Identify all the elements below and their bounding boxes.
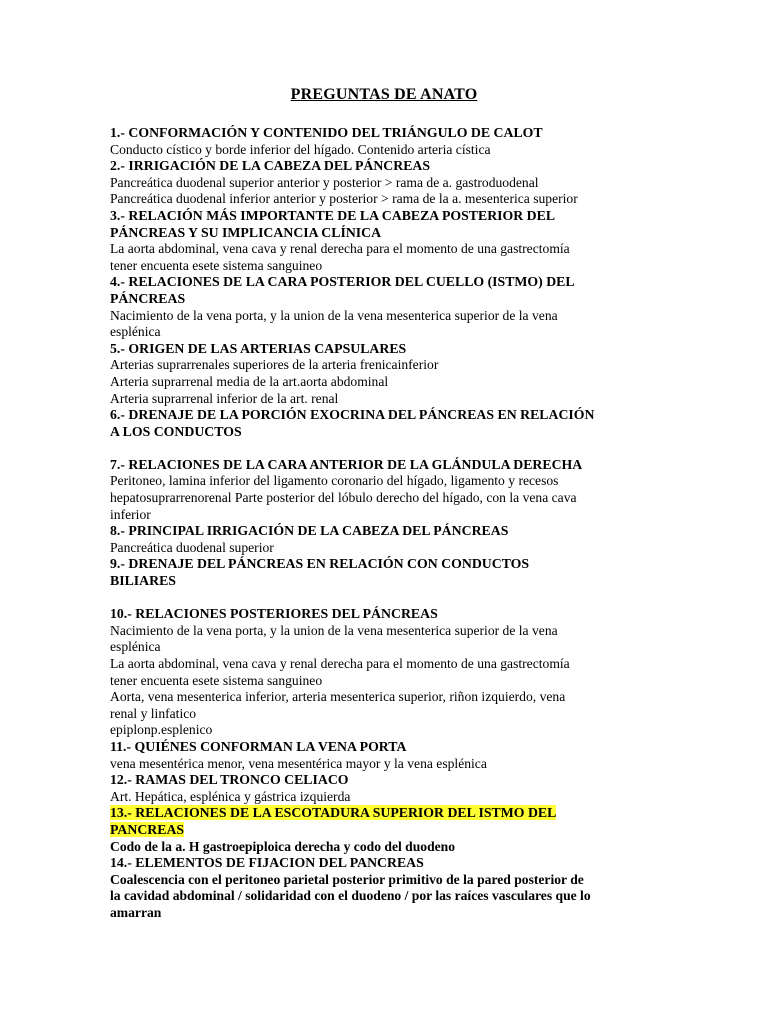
- question-text: 9.- DRENAJE DEL PÁNCREAS EN RELACIÓN CON CONDUCTOS: [110, 556, 530, 572]
- answer-line: [110, 308, 670, 325]
- answer-line-bold: [110, 872, 670, 889]
- answer-line: [110, 623, 670, 640]
- answer-text: hepatosuprarrenorenal Parte posterior del lóbulo derecho del hígado, con la vena cava: [110, 490, 577, 506]
- question-text: 1.- CONFORMACIÓN Y CONTENIDO DEL TRIÁNGULO DE CALOT: [110, 125, 543, 140]
- answer-line: [110, 191, 670, 208]
- answer-text: Art. Hepática, esplénica y gástrica izquierda: [110, 788, 351, 804]
- document-body: [110, 125, 670, 922]
- answer-text: la cavidad abdominal / solidaridad con el duodeno / por las raíces vasculares que lo: [110, 888, 591, 904]
- answer-text: Peritoneo, lamina inferior del ligamento coronario del hígado, ligamento y recesos: [110, 473, 559, 489]
- answer-text: Arteria suprarrenal media de la art.aorta abdominal: [110, 373, 389, 389]
- answer-text: Pancreática duodenal inferior anterior y posterior > rama de la a. mesenterica superior: [110, 191, 578, 207]
- question-text: 10.- RELACIONES POSTERIORES DEL PÁNCREAS: [110, 606, 438, 622]
- answer-text: tener encuenta esete sistema sanguineo: [110, 672, 323, 688]
- answer-text: Coalescencia con el peritoneo parietal posterior primitivo de la pared posterior de: [110, 871, 584, 887]
- answer-text: vena mesentérica menor, vena mesentérica mayor y la vena esplénica: [110, 755, 487, 771]
- question-text: 8.- PRINCIPAL IRRIGACIÓN DE LA CABEZA DEL PÁNCREAS: [110, 523, 509, 539]
- answer-line: [110, 324, 670, 341]
- answer-text: Pancreática duodenal superior anterior y posterior > rama de a. gastroduodenal: [110, 174, 539, 190]
- question-text: PÁNCREAS: [110, 290, 186, 306]
- question-heading: [110, 208, 670, 225]
- question-heading: [110, 291, 670, 308]
- answer-text: Aorta, vena mesenterica inferior, arteria mesenterica superior, riñon izquierdo, vena: [110, 689, 566, 705]
- answer-line-bold: [110, 888, 670, 905]
- question-heading: [110, 855, 670, 872]
- question-heading: [110, 523, 670, 540]
- question-text: 4.- RELACIONES DE LA CARA POSTERIOR DEL CUELLO (ISTMO) DEL: [110, 274, 575, 290]
- answer-text: Nacimiento de la vena porta, y la union de la vena mesenterica superior de la vena: [110, 307, 558, 323]
- answer-line-bold: [110, 839, 670, 856]
- question-heading: [110, 739, 670, 756]
- answer-text: inferior: [110, 506, 151, 522]
- answer-text: esplénica: [110, 324, 161, 340]
- answer-text: Arteria suprarrenal inferior de la art. renal: [110, 390, 339, 406]
- question-text: 7.- RELACIONES DE LA CARA ANTERIOR DE LA GLÁNDULA DERECHA: [110, 456, 583, 472]
- question-heading: [110, 556, 670, 573]
- answer-line: [110, 391, 670, 408]
- question-heading: [110, 158, 670, 175]
- question-heading: [110, 341, 670, 358]
- question-heading: [110, 573, 670, 590]
- answer-line: [110, 357, 670, 374]
- question-heading: [110, 274, 670, 291]
- question-heading: [110, 407, 670, 424]
- answer-line: [110, 789, 670, 806]
- question-text: 14.- ELEMENTOS DE FIJACION DEL PANCREAS: [110, 855, 424, 871]
- question-heading-highlighted: [110, 822, 670, 839]
- question-heading: [110, 772, 670, 789]
- answer-line: [110, 656, 670, 673]
- answer-line: [110, 473, 670, 490]
- answer-line-bold: [110, 905, 670, 922]
- question-text: BILIARES: [110, 573, 176, 589]
- highlighted-question-text: 13.- RELACIONES DE LA ESCOTADURA SUPERIOR DEL ISTMO DEL: [110, 805, 557, 821]
- answer-text: epiplonp.esplenico: [110, 722, 213, 738]
- answer-line: [110, 241, 670, 258]
- answer-line: [110, 689, 670, 706]
- question-text: 12.- RAMAS DEL TRONCO CELIACO: [110, 772, 349, 788]
- answer-text: amarran: [110, 904, 162, 920]
- answer-line: [110, 507, 670, 524]
- answer-text: Nacimiento de la vena porta, y la union de la vena mesenterica superior de la vena: [110, 622, 558, 638]
- highlighted-question-text: PANCREAS: [110, 821, 185, 837]
- question-text: 11.- QUIÉNES CONFORMAN LA VENA PORTA: [110, 738, 407, 754]
- question-text: 6.- DRENAJE DE LA PORCIÓN EXOCRINA DEL PÁNCREAS EN RELACIÓN: [110, 407, 595, 423]
- answer-text: La aorta abdominal, vena cava y renal derecha para el momento de una gastrectomía: [110, 241, 570, 257]
- answer-text: esplénica: [110, 639, 161, 655]
- question-text: PÁNCREAS Y SU IMPLICANCIA CLÍNICA: [110, 224, 382, 240]
- answer-line: [110, 142, 670, 159]
- answer-text: Arterias suprarrenales superiores de la arteria frenicainferior: [110, 357, 439, 373]
- answer-text: Conducto cístico y borde inferior del hígado. Contenido arteria cística: [110, 141, 491, 157]
- answer-text: Pancreática duodenal superior: [110, 539, 274, 555]
- document-title: PREGUNTAS DE ANATO: [290, 86, 478, 103]
- question-text: 2.- IRRIGACIÓN DE LA CABEZA DEL PÁNCREAS: [110, 158, 431, 174]
- answer-line: [110, 374, 670, 391]
- answer-text: renal y linfatico: [110, 705, 197, 721]
- question-heading: [110, 424, 670, 441]
- question-heading: [110, 225, 670, 242]
- answer-text: Codo de la a. H gastroepiploica derecha y codo del duodeno: [110, 838, 456, 854]
- answer-line: [110, 540, 670, 557]
- question-heading: [110, 457, 670, 474]
- question-text: A LOS CONDUCTOS: [110, 423, 242, 439]
- answer-line: [110, 673, 670, 690]
- answer-line: [110, 175, 670, 192]
- answer-line: [110, 722, 670, 739]
- answer-text: La aorta abdominal, vena cava y renal derecha para el momento de una gastrectomía: [110, 656, 570, 671]
- answer-text: tener encuenta esete sistema sanguineo: [110, 257, 323, 273]
- answer-line: [110, 639, 670, 656]
- answer-line: [110, 490, 670, 507]
- question-text: 3.- RELACIÓN MÁS IMPORTANTE DE LA CABEZA POSTERIOR DEL: [110, 207, 556, 223]
- question-heading: [110, 606, 670, 623]
- blank-line: [110, 590, 670, 607]
- question-heading-highlighted: [110, 805, 670, 822]
- answer-line: [110, 258, 670, 275]
- answer-line: [110, 706, 670, 723]
- question-heading: [110, 125, 670, 142]
- question-text: 5.- ORIGEN DE LAS ARTERIAS CAPSULARES: [110, 340, 407, 356]
- blank-line: [110, 440, 670, 457]
- answer-line: [110, 756, 670, 773]
